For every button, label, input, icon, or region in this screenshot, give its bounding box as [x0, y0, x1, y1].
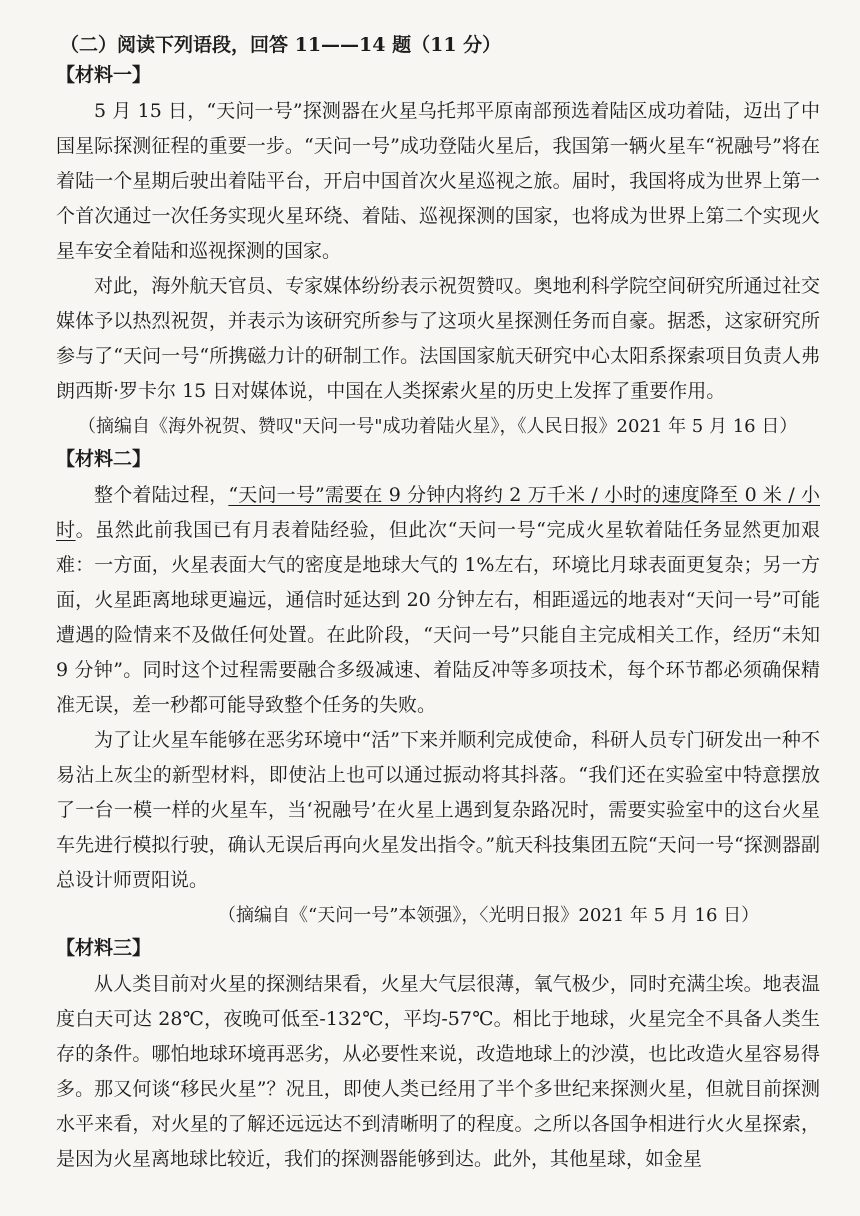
- paragraph-lead: 整个着陆过程，: [94, 484, 229, 506]
- material-two-paragraph-1: [56, 478, 820, 723]
- material-three: [56, 933, 820, 1177]
- material-one-paragraph-1: 5 月 15 日，“天问一号”探测器在火星乌托邦平原南部预选着陆区成功着陆，迈出了中国星际探测征程的重要一步。“天问一号”成功登陆火星后，我国第一辆火星车“祝融号”将在着陆一个星期后驶出着陆平台，开启中国首次火星巡视之旅。届时，我国将成为世界上第一个首次通过一次任务实现火星环绕、着陆、巡视探测的国家，也将成为世界上第二个实现火星车安全着陆和巡视探测的国家。: [56, 100, 820, 262]
- material-one-source: （摘编自《海外祝贺、赞叹"天问一号"成功着陆火星》，《人民日报》2021 年 5 月 16 日）: [78, 416, 798, 437]
- material-two-label: 【材料二】: [56, 448, 152, 470]
- material-three-paragraph-1: 从人类目前对火星的探测结果看，火星大气层很薄，氧气极少，同时充满尘埃。地表温度白天可达 28℃，夜晚可低至-132℃，平均-57℃。相比于地球，火星完全不具备人类生存的条件。哪怕地球环境再恶劣，从必要性来说，改造地球上的沙漠，也比改造火星容易得多。那又何谈“移民火星”？况且，即使人类已经用了半个多世纪来探测火星，但就目前探测水平来看，对火星的了解还远远达不到清晰明了的程度。之所以各国争相进行火火星探索，是因为火星离地球比较近，我们的探测器能够到达。此外，其他星球，如金星: [56, 973, 820, 1170]
- material-two-source: （摘编自《“天问一号”本领强》，〈光明日报》2021 年 5 月 16 日）: [218, 905, 760, 926]
- material-one-paragraph-2: 对此，海外航天官员、专家媒体纷纷表示祝贺赞叹。奥地利科学院空间研究所通过社交媒体予以热烈祝贺，并表示为该研究所参与了这项火星探测任务而自豪。据悉，这家研究所参与了“天问一号“所携磁力计的研制工作。法国国家航天研究中心太阳系探索项目负责人弗朗西斯·罗卡尔 15 日对媒体说，中国在人类探索火星的历史上发挥了重要作用。: [56, 275, 820, 402]
- section-heading: （二）阅读下列语段，回答 11——14 题（11 分）: [60, 34, 502, 56]
- paragraph-rest: 。虽然此前我国已有月表着陆经验，但此次“天问一号“完成火星软着陆任务显然更加艰难：一方面，火星表面大气的密度是地球大气的 1%左右，环境比月球表面更复杂；另一方面，火星距离地球更遍远，通信时延达到 20 分钟左右，相距遥远的地表对“天问一号”可能遭遇的险情来不及做任何处置。在此阶段，“天问一号”只能自主完成相关工作，经历“未知 9 分钟”。同时这个过程需要融合多级减速、着陆反冲等多项技术，每个环节都必须确保精准无误，差一秒都可能导致整个任务的失败。: [56, 519, 820, 716]
- underlined-sentence: “天问一号”需要在 9 分钟内将约 2 万千米 / 小时的速度降至 0 米 / 小时: [56, 484, 820, 541]
- material-two: [56, 444, 820, 933]
- material-one: [56, 60, 820, 444]
- material-two-paragraph-2: 为了让火星车能够在恶劣环境中“活”下来并顺利完成使命，科研人员专门研发出一种不易沾上灰尘的新型材料，即使沾上也可以通过振动将其抖落。“我们还在实验室中特意摆放了一台一模一样的火星车，当‘祝融号’在火星上遇到复杂路况时，需要实验室中的这台火星车先进行模拟行驶，确认无误后再向火星发出指令。”航天科技集团五院“天问一号“探测器副总设计师贾阳说。: [56, 729, 820, 891]
- material-three-label: 【材料三】: [56, 937, 152, 959]
- material-one-label: 【材料一】: [56, 64, 152, 86]
